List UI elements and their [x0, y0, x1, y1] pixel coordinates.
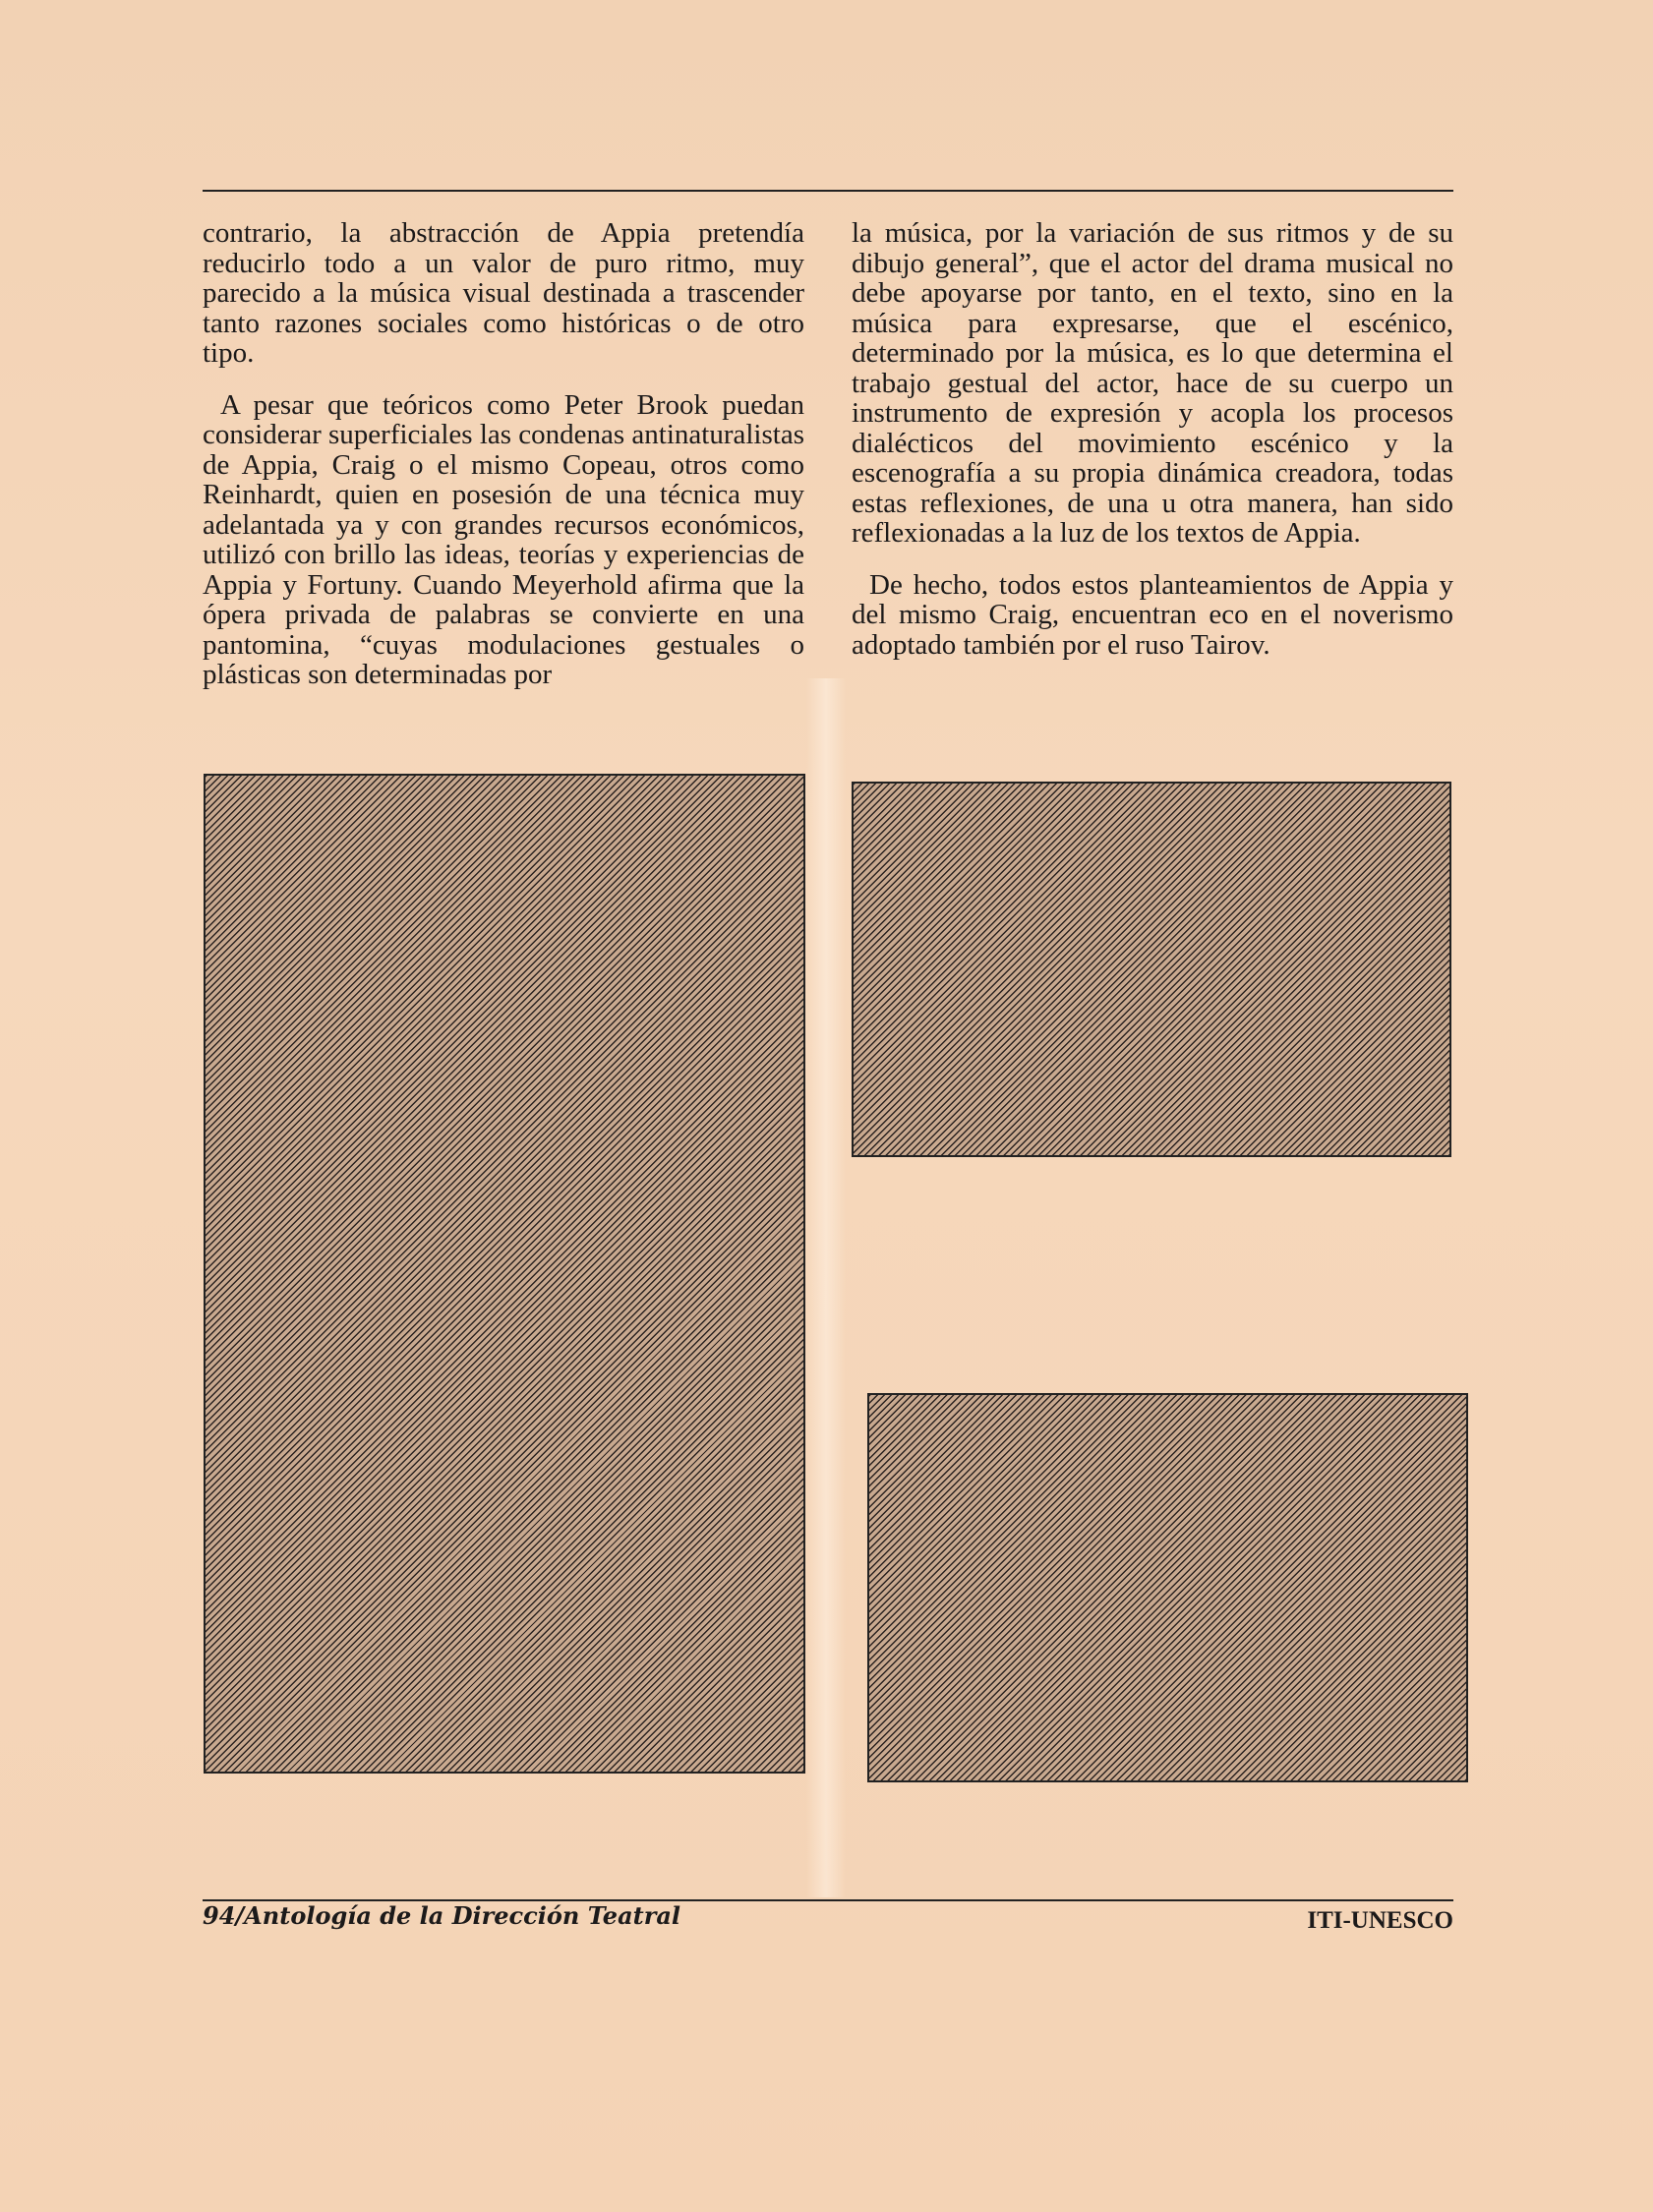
- top-rule: [203, 190, 1453, 192]
- right-paragraph-1: la música, por la variación de sus ritmos y de su dibujo general”, que el actor del drama musical no debe apoyarse por tanto, en el texto, sino en la música para expresarse, que el escénico, determinado por la música, es lo que determina el trabajo gestual del actor, hace de su cuerpo un instrumento de expresión y acopla los procesos dialécticos del movimiento escénico y la escenografía a su propia dinámica creadora, todas estas reflexiones, de una u otra manera, han sido reflexionadas a la luz de los textos de Appia.: [852, 217, 1453, 549]
- right-paragraph-2: De hecho, todos estos planteamientos de Appia y del mismo Craig, encuentran eco en el noverismo adoptado también por el ruso Tairov.: [852, 568, 1453, 661]
- left-text-column: [203, 218, 804, 712]
- photo-placeholder-left: [204, 774, 805, 1774]
- footer-publisher: ITI-UNESCO: [1307, 1907, 1453, 1934]
- footer-page-title: 94/Antología de la Dirección Teatral: [203, 1901, 681, 1930]
- photo-placeholder-top-right: [852, 782, 1451, 1157]
- left-paragraph-2: A pesar que teóricos como Peter Brook puedan considerar superficiales las condenas antinaturalistas de Appia, Craig o el mismo Copeau, otros como Reinhardt, quien en posesión de una técnica muy adelantada ya y con grandes recursos económicos, utilizó con brillo las ideas, teorías y experiencias de Appia y Fortuny. Cuando Meyerhold afirma que la ópera privada de palabras se convierte en una pantomina, “cuyas modulaciones gestuales o plásticas son determinadas por: [203, 388, 804, 690]
- photo-placeholder-bottom-right: [867, 1393, 1468, 1782]
- right-text-column: [852, 218, 1453, 681]
- paper-fold: [806, 678, 846, 1897]
- left-paragraph-1: contrario, la abstracción de Appia pretendía reducirlo todo a un valor de puro ritmo, muy parecido a la música visual destinada a trascender tanto razones sociales como históricas o de otro tipo.: [203, 217, 804, 369]
